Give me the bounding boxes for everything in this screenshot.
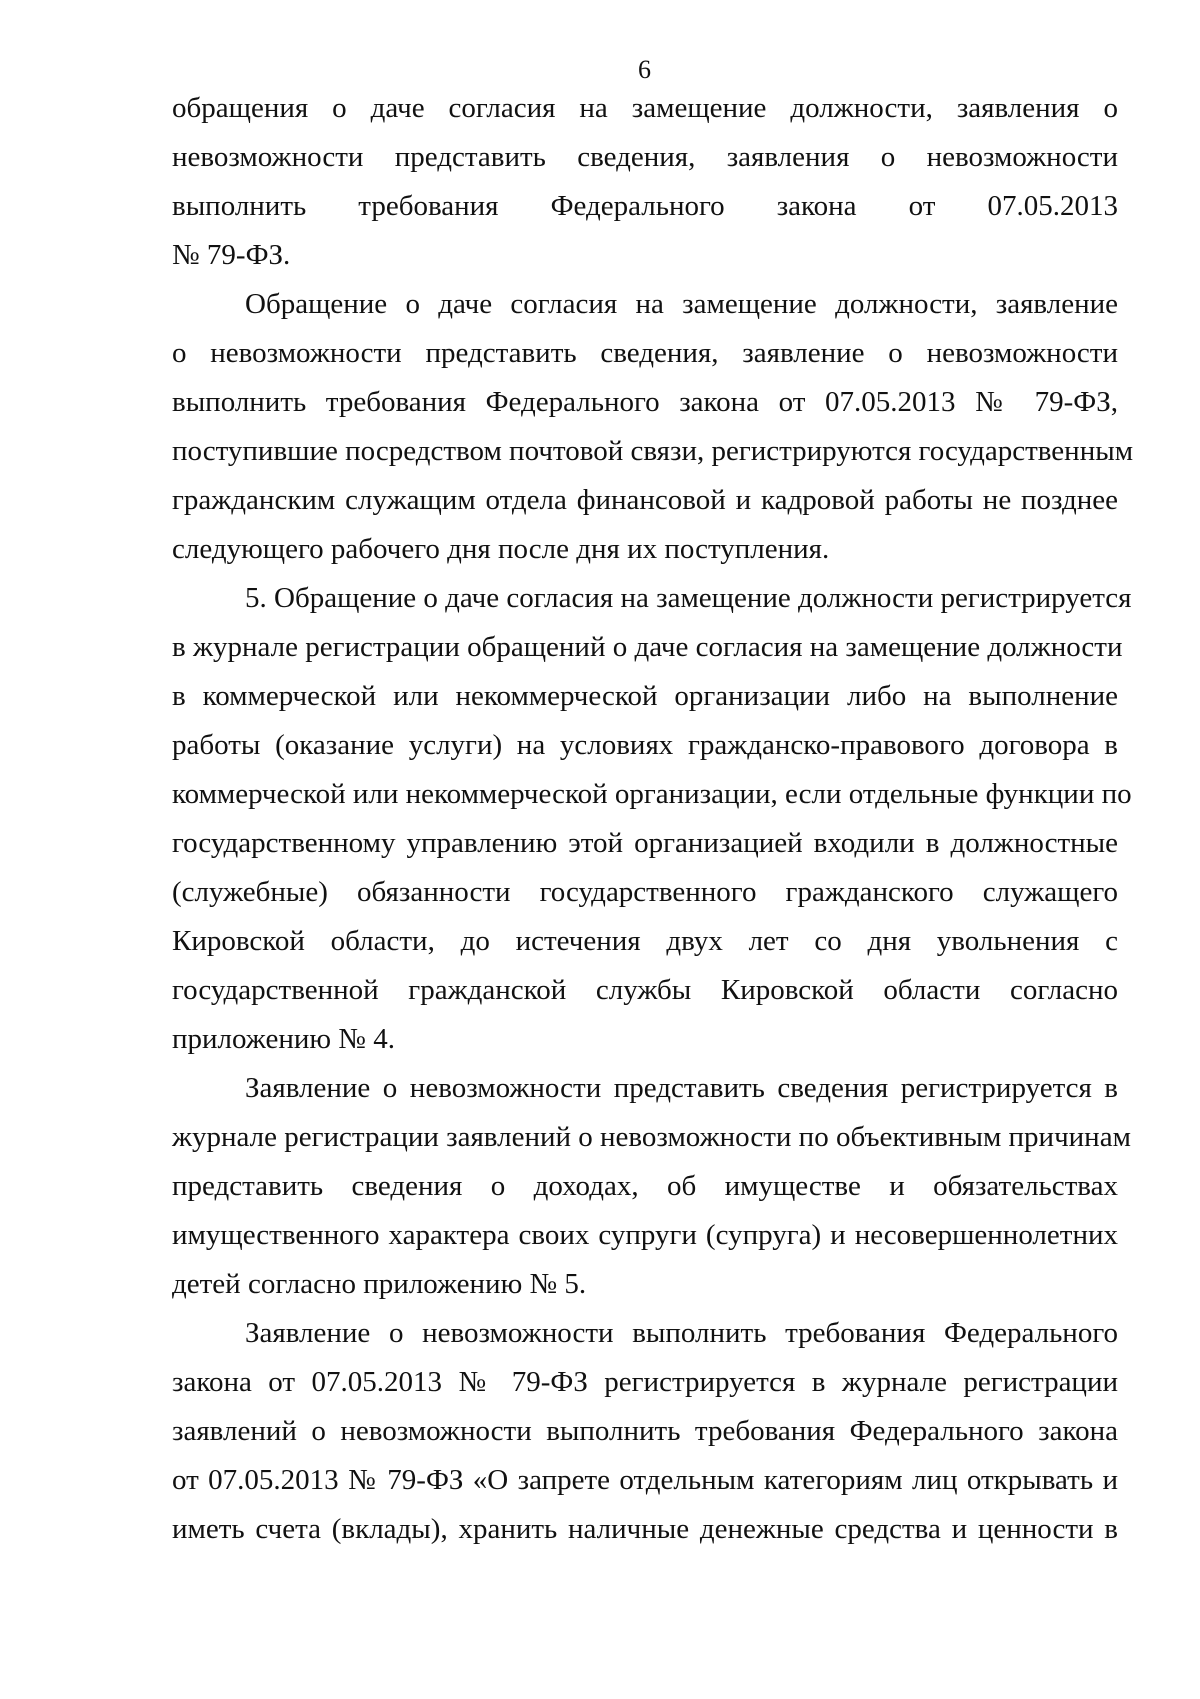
text-line: государственному управлению этой организацией входили в должностные bbox=[172, 827, 1118, 859]
text-line: Обращение о даче согласия на замещение должности, заявление bbox=[245, 288, 1118, 320]
text-line: детей согласно приложению № 5. bbox=[172, 1268, 587, 1300]
paragraph-1 bbox=[172, 84, 1118, 280]
text-line: поступившие посредством почтовой связи, регистрируются государственным bbox=[172, 435, 1134, 467]
text-line: № 79-ФЗ. bbox=[172, 239, 291, 271]
text-line: следующего рабочего дня после дня их поступления. bbox=[172, 533, 830, 565]
text-line: Заявление о невозможности выполнить требования Федерального bbox=[245, 1317, 1118, 1349]
text-line: (служебные) обязанности государственного гражданского служащего bbox=[172, 876, 1118, 908]
text-line: имущественного характера своих супруги (супруга) и несовершеннолетних bbox=[172, 1219, 1118, 1251]
text-line: государственной гражданской службы Кировской области согласно bbox=[172, 974, 1118, 1006]
text-line: коммерческой или некоммерческой организации, если отдельные функции по bbox=[172, 778, 1132, 810]
text-line: в коммерческой или некоммерческой организации либо на выполнение bbox=[172, 680, 1118, 712]
paragraph-5 bbox=[172, 1309, 1118, 1554]
text-line: выполнить требования Федерального закона от 07.05.2013 bbox=[172, 190, 1118, 222]
text-line: 5. Обращение о даче согласия на замещение должности регистрируется bbox=[245, 582, 1132, 614]
paragraph-2 bbox=[172, 280, 1134, 574]
text-line: о невозможности представить сведения, заявление о невозможности bbox=[172, 337, 1118, 369]
text-line: обращения о даче согласия на замещение должности, заявления о bbox=[172, 92, 1118, 124]
document-body bbox=[172, 84, 1134, 1554]
text-line: представить сведения о доходах, об имуществе и обязательствах bbox=[172, 1170, 1118, 1202]
text-line: от 07.05.2013 № 79-ФЗ «О запрете отдельным категориям лиц открывать и bbox=[172, 1464, 1118, 1496]
text-line: невозможности представить сведения, заявления о невозможности bbox=[172, 141, 1118, 173]
text-line: Заявление о невозможности представить сведения регистрируется в bbox=[245, 1072, 1118, 1104]
text-line: выполнить требования Федерального закона от 07.05.2013 № 79-ФЗ, bbox=[172, 386, 1118, 418]
text-line: в журнале регистрации обращений о даче согласия на замещение должности bbox=[172, 631, 1123, 663]
text-line: Кировской области, до истечения двух лет со дня увольнения с bbox=[172, 925, 1118, 957]
text-line: заявлений о невозможности выполнить требования Федерального закона bbox=[172, 1415, 1118, 1447]
paragraph-3 bbox=[172, 574, 1132, 1064]
text-line: приложению № 4. bbox=[172, 1023, 395, 1055]
text-line: иметь счета (вклады), хранить наличные денежные средства и ценности в bbox=[172, 1513, 1118, 1545]
page-number: 6 bbox=[638, 55, 651, 84]
text-line: закона от 07.05.2013 № 79-ФЗ регистрируется в журнале регистрации bbox=[172, 1366, 1118, 1398]
text-line: работы (оказание услуги) на условиях гражданско-правового договора в bbox=[172, 729, 1118, 761]
paragraph-4 bbox=[172, 1064, 1131, 1309]
text-line: гражданским служащим отдела финансовой и кадровой работы не позднее bbox=[172, 484, 1118, 516]
text-line: журнале регистрации заявлений о невозможности по объективным причинам bbox=[172, 1121, 1131, 1153]
